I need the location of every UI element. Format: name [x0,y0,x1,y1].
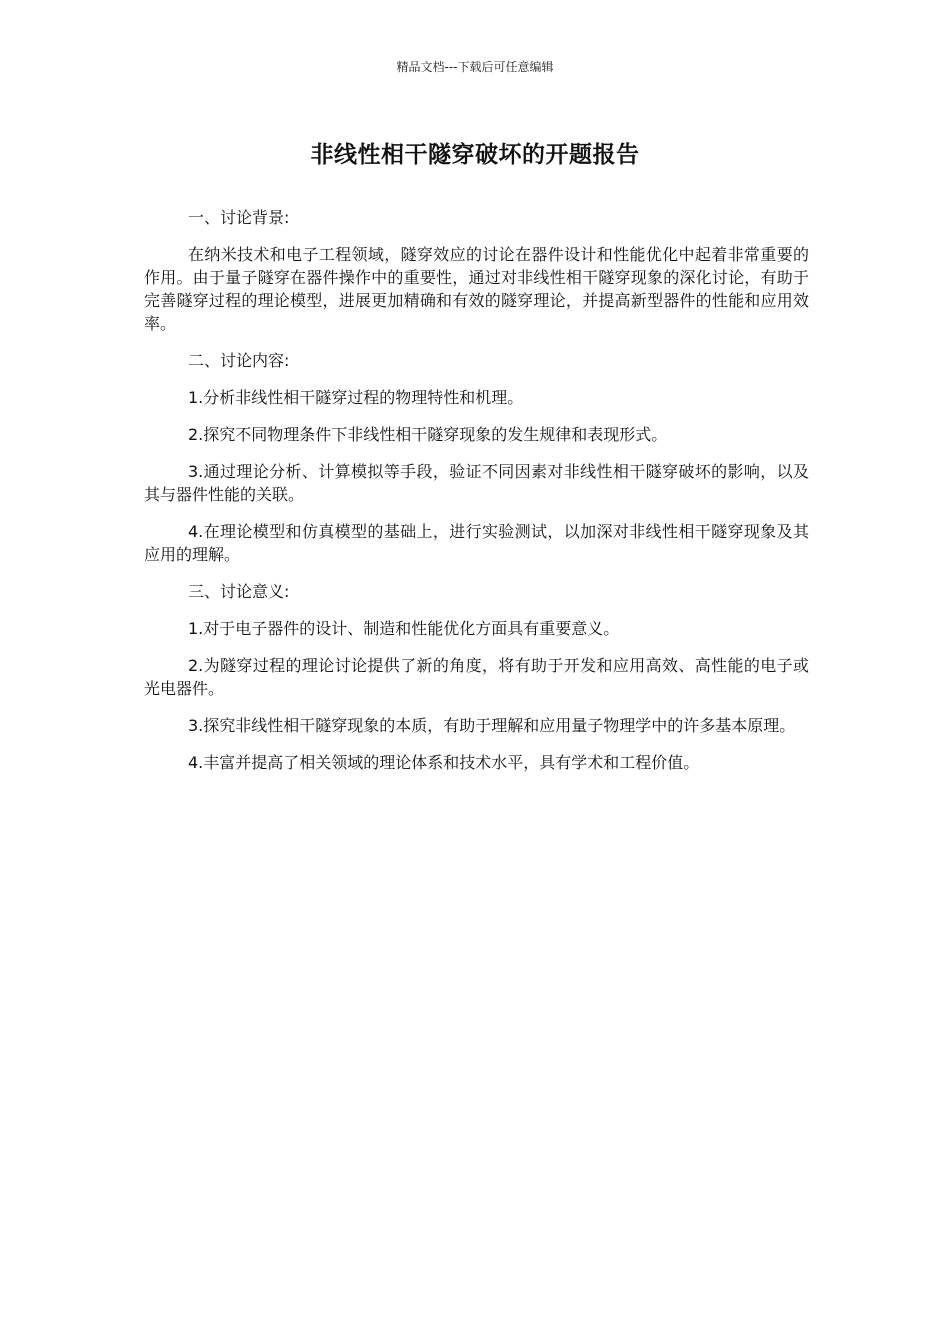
significance-item: 1.对于电子器件的设计、制造和性能优化方面具有重要意义。 [188,619,620,638]
significance-item: 2.为隧穿过程的理论讨论提供了新的角度，将有助于开发和应用高效、高性能的电子或光电器件。 [144,656,809,698]
section-heading-background: 一、讨论背景: [188,208,290,227]
content-item: 2.探究不同物理条件下非线性相干隧穿现象的发生规律和表现形式。 [188,425,668,444]
background-paragraph: 在纳米技术和电子工程领域，隧穿效应的讨论在器件设计和性能优化中起着非常重要的作用。由于量子隧穿在器件操作中的重要性，通过对非线性相干隧穿现象的深化讨论，有助于完善隧穿过程的理论模型，进展更加精确和有效的隧穿理论，并提高新型器件的性能和应用效率。 [144,245,809,333]
document-body [144,206,809,788]
content-item: 1.分析非线性相干隧穿过程的物理特性和机理。 [188,388,524,407]
significance-item: 4.丰富并提高了相关领域的理论体系和技术水平，具有学术和工程价值。 [188,753,700,772]
significance-item: 3.探究非线性相干隧穿现象的本质，有助于理解和应用量子物理学中的许多基本原理。 [188,716,796,735]
content-item: 3.通过理论分析、计算模拟等手段，验证不同因素对非线性相干隧穿破坏的影响，以及其与器件性能的关联。 [144,462,809,504]
header-note: 精品文档---下载后可任意编辑 [396,60,554,74]
document-title: 非线性相干隧穿破坏的开题报告 [310,142,640,168]
content-item: 4.在理论模型和仿真模型的基础上，进行实验测试，以加深对非线性相干隧穿现象及其应用的理解。 [144,522,809,564]
section-heading-significance: 三、讨论意义: [188,582,290,601]
section-heading-content: 二、讨论内容: [188,351,290,370]
